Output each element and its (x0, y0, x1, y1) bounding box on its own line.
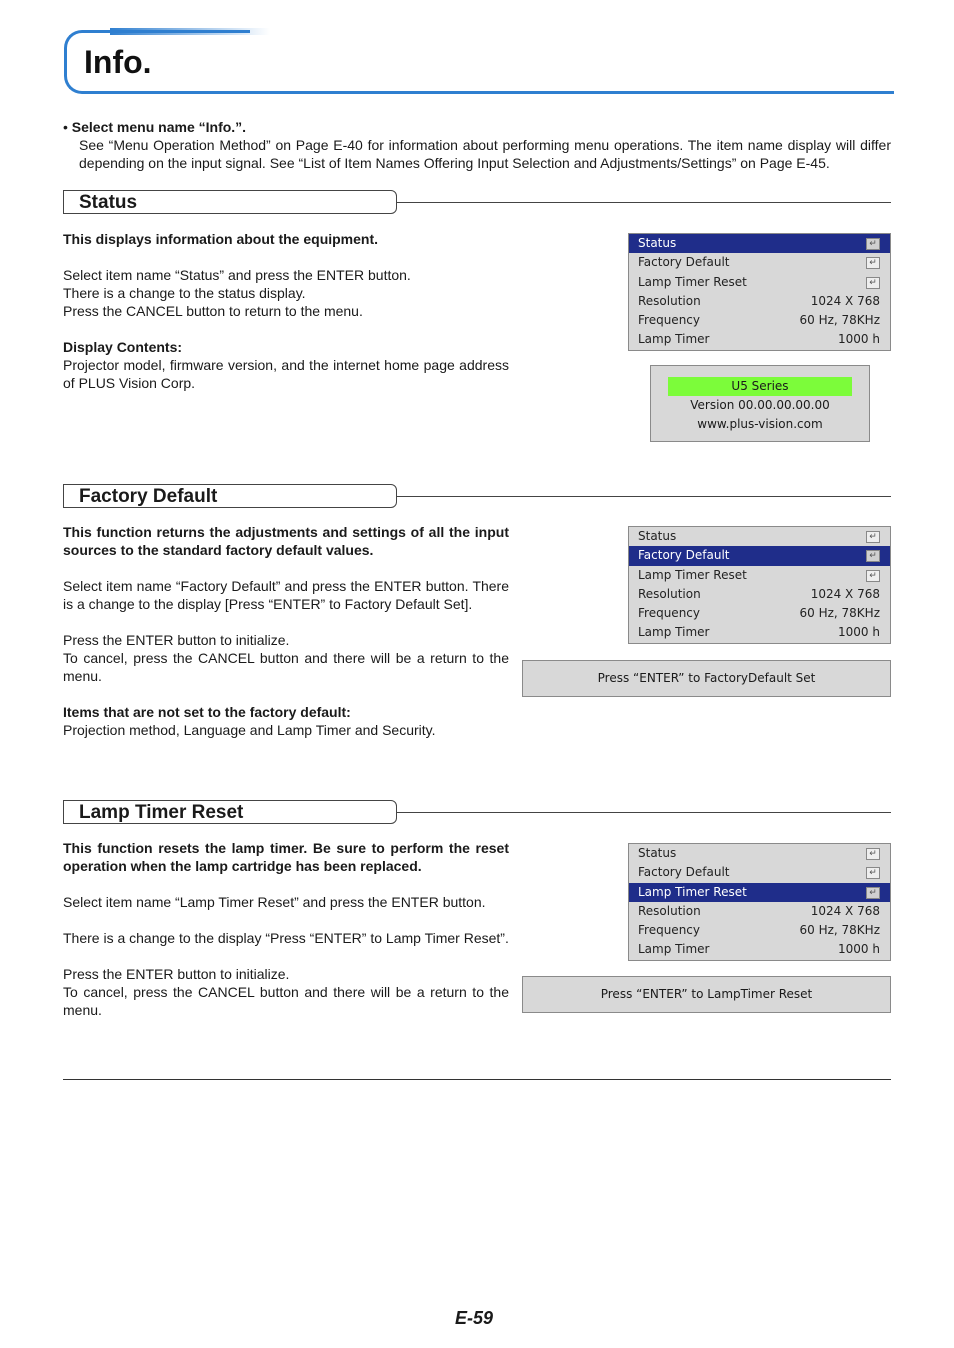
section-header-lamp-timer-reset (63, 800, 891, 826)
menu-item-value: 60 Hz, 78KHz (799, 923, 880, 938)
factory-instructions (63, 577, 509, 613)
menu-item[interactable] (629, 292, 890, 311)
enter-icon: ↵ (866, 238, 880, 250)
contents-text: Projector model, firmware version, and the internet home page address of PLUS Vision Corp. (63, 357, 509, 391)
menu-item[interactable] (629, 330, 890, 349)
menu-item-label: Lamp Timer Reset (638, 567, 747, 582)
bottom-rule (63, 1079, 891, 1080)
section-rule (397, 812, 891, 813)
title-accent (110, 28, 270, 35)
section-title: Lamp Timer Reset (63, 800, 397, 824)
menu-item-label: Lamp Timer (638, 332, 710, 347)
enter-icon: ↵ (866, 848, 880, 860)
menu-item[interactable] (629, 311, 890, 330)
menu-item-label: Status (638, 529, 677, 543)
page-number: E-59 (455, 1308, 494, 1328)
menu-item-label: Lamp Timer Reset (638, 884, 747, 899)
items-heading: Items that are not set to the factory default: (63, 704, 351, 720)
status-p3: Press the CANCEL button to return to the menu. (63, 303, 363, 319)
osd-menu-factory-default (628, 526, 891, 644)
bullet: • (63, 119, 68, 135)
menu-item[interactable] (629, 623, 890, 642)
menu-item[interactable] (629, 273, 890, 292)
menu-item-value: 60 Hz, 78KHz (799, 606, 880, 621)
osd-version: Version 00.00.00.00.00 (690, 398, 830, 412)
status-instructions (63, 266, 509, 320)
osd-status-display (650, 365, 870, 442)
enter-icon: ↵ (866, 867, 880, 879)
menu-item[interactable] (629, 902, 890, 921)
osd-menu-status (628, 233, 891, 351)
factory-default-body (63, 523, 509, 757)
menu-item[interactable] (629, 863, 890, 882)
enter-icon: ↵ (866, 277, 880, 289)
section-rule (397, 496, 891, 497)
intro (63, 118, 891, 172)
lamp-initialize (63, 965, 509, 1019)
intro-text: See “Menu Operation Method” on Page E-40 for information about performing menu operations. The item name display will differ depending on the input signal. See “List of Item Names Offering Input Selection and Adjustments/Settings” on Page E-45. (79, 137, 891, 171)
menu-item-label: Lamp Timer Reset (638, 274, 747, 289)
menu-item-label: Factory Default (638, 548, 730, 563)
menu-item-value: 1024 X 768 (810, 586, 880, 601)
section-rule (397, 202, 891, 203)
menu-item-value: 1024 X 768 (810, 293, 880, 308)
menu-item-value: 60 Hz, 78KHz (799, 313, 880, 328)
menu-item-label: Factory Default (638, 865, 730, 880)
menu-item-value: 1000 h (838, 625, 880, 640)
factory-p4: To cancel, press the CANCEL button and there will be a return to the menu. (63, 650, 509, 684)
status-contents (63, 338, 509, 392)
menu-item-label: Lamp Timer (638, 625, 710, 640)
enter-icon: ↵ (866, 550, 880, 562)
menu-item-label: Resolution (638, 293, 701, 308)
items-text: Projection method, Language and Lamp Timer and Security. (63, 722, 436, 738)
lamp-p1: Select item name “Lamp Timer Reset” and press the ENTER button. (63, 894, 486, 910)
osd-menu-lamp-timer-reset (628, 843, 891, 961)
status-p1: Select item name “Status” and press the ENTER button. (63, 267, 411, 283)
osd-prompt-lamp-timer-reset: Press “ENTER” to LampTimer Reset (522, 976, 891, 1013)
factory-p3: Press the ENTER button to initialize. (63, 632, 290, 648)
menu-item[interactable] (629, 566, 890, 585)
menu-item-label: Frequency (638, 313, 700, 328)
osd-prompt-factory-default: Press “ENTER” to FactoryDefault Set (522, 660, 891, 697)
status-p2: There is a change to the status display. (63, 285, 306, 301)
enter-icon: ↵ (866, 887, 880, 899)
menu-item[interactable] (629, 527, 890, 546)
menu-item-label: Frequency (638, 606, 700, 621)
contents-heading: Display Contents: (63, 339, 183, 355)
osd-url: www.plus-vision.com (697, 417, 823, 431)
enter-icon: ↵ (866, 531, 880, 543)
menu-item-value: 1000 h (838, 942, 880, 957)
lamp-lead: This function resets the lamp timer. Be sure to perform the reset operation when the lamp cartridge has been replaced. (63, 840, 509, 874)
menu-item-label: Status (638, 236, 677, 250)
menu-item-value: 1000 h (838, 332, 880, 347)
section-title: Factory Default (63, 484, 397, 508)
menu-item[interactable] (629, 585, 890, 604)
title-frame-gap (250, 27, 900, 35)
lamp-timer-reset-body (63, 839, 509, 1037)
menu-item-label: Resolution (638, 586, 701, 601)
title-frame (64, 30, 894, 94)
menu-item[interactable] (629, 604, 890, 623)
lamp-p2: There is a change to the display “Press “ENTER” to Lamp Timer Reset”. (63, 930, 509, 946)
enter-icon: ↵ (866, 570, 880, 582)
osd-model: U5 Series (668, 377, 852, 396)
section-header-factory-default (63, 484, 891, 510)
factory-lead: This function returns the adjustments and settings of all the input sources to the standard factory default values. (63, 524, 509, 558)
enter-icon: ↵ (866, 257, 880, 269)
menu-item-label: Status (638, 846, 677, 860)
intro-heading (63, 118, 891, 136)
menu-item[interactable] (629, 253, 890, 272)
menu-item[interactable] (629, 234, 890, 253)
menu-item[interactable] (629, 921, 890, 940)
status-lead: This displays information about the equipment. (63, 231, 379, 247)
menu-item-label: Frequency (638, 923, 700, 938)
section-title: Status (63, 190, 397, 214)
factory-items (63, 703, 509, 739)
menu-item-value: 1024 X 768 (810, 903, 880, 918)
factory-p1: Select item name “Factory Default” and press the ENTER button. (63, 578, 469, 594)
section-header-status (63, 190, 891, 216)
lamp-p3: Press the ENTER button to initialize. (63, 966, 290, 982)
menu-item[interactable] (629, 546, 890, 565)
page-title: Info. (84, 44, 152, 80)
factory-initialize (63, 631, 509, 685)
intro-heading-text: Select menu name “Info.”. (71, 119, 247, 135)
status-body (63, 230, 509, 410)
lamp-p4: To cancel, press the CANCEL button and there will be a return to the menu. (63, 984, 509, 1018)
menu-item-label: Factory Default (638, 255, 730, 270)
menu-item[interactable] (629, 940, 890, 959)
factory-p2: There is a change to the display [Press “ENTER” to Factory Default Set]. (63, 578, 510, 612)
menu-item[interactable] (629, 844, 890, 863)
menu-item-label: Lamp Timer (638, 942, 710, 957)
menu-item-label: Resolution (638, 903, 701, 918)
menu-item[interactable] (629, 883, 890, 902)
